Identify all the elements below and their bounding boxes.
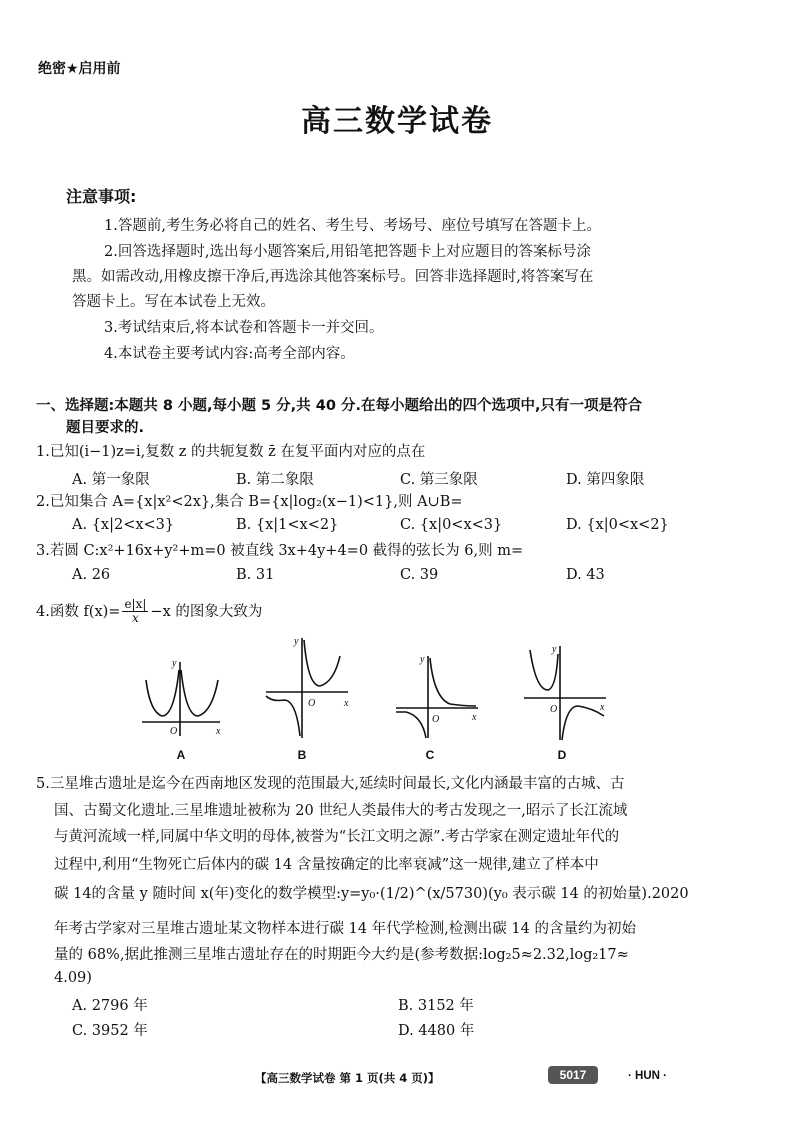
y-label: y: [552, 644, 557, 655]
notice-line-2: 2.回答选择题时,选出每小题答案后,用铅笔把答题卡上对应题目的答案标号涂: [104, 244, 592, 260]
notice-line-5: 3.考试结束后,将本试卷和答题卡一并交回。: [104, 320, 384, 336]
q1-stem: 1.已知(i−1)z=i,复数 z 的共轭复数 z̄ 在复平面内对应的点在: [36, 444, 426, 460]
x-label: x: [600, 702, 605, 713]
section-heading-line-1: 一、选择题:本题共 8 小题,每小题 5 分,共 40 分.在每小题给出的四个选项中,只有一项是符合: [36, 398, 642, 414]
curve-right: [304, 640, 340, 686]
q1-option-c: C. 第三象限: [400, 472, 478, 488]
y-label: y: [294, 636, 299, 647]
region-label: · HUN ·: [628, 1070, 667, 1082]
notice-line-1: 1.答题前,考生务必将自己的姓名、考生号、考场号、座位号填写在答题卡上。: [104, 218, 601, 234]
q2-option-d: D. {x|0<x<2}: [566, 517, 669, 533]
secret-label: 绝密★启用前: [38, 61, 121, 77]
q5-line-8: 4.09): [54, 970, 92, 986]
x-label: x: [344, 698, 349, 709]
q4-graph-label-b: B: [297, 748, 307, 762]
notice-line-4: 答题卡上。写在本试卷上无效。: [72, 294, 275, 310]
curve-left: [530, 650, 558, 690]
q5-line-6: 年考古学家对三星堆古遗址某文物样本进行碳 14 年代学检测,检测出碳 14 的含量约为初始: [54, 921, 636, 937]
x-label: x: [216, 726, 221, 737]
curve-right: [181, 670, 218, 716]
q4-numerator: e|x|: [124, 597, 147, 611]
q2-option-c: C. {x|0<x<3}: [400, 517, 503, 533]
q5-line-1: 5.三星堆古遗址是迄今在西南地区发现的范围最大,延续时间最长,文化内涵最丰富的古城、古: [36, 776, 625, 792]
q5-option-c: C. 3952 年: [72, 1023, 148, 1039]
q4-stem: [36, 598, 262, 625]
q1-option-d: D. 第四象限: [566, 472, 645, 488]
q5-line-4: 过程中,利用“生物死亡后体内的碳 14 含量按确定的比率衰减”这一规律,建立了样本中: [54, 857, 599, 873]
section-heading-line-2: 题目要求的.: [66, 420, 145, 436]
notice-line-3: 黑。如需改动,用橡皮擦干净后,再选涂其他答案标号。回答非选择题时,将答案写在: [72, 269, 594, 285]
q4-stem-suffix: −x 的图象大致为: [150, 603, 263, 620]
q3-option-d: D. 43: [566, 567, 605, 583]
q1-option-a: A. 第一象限: [72, 472, 150, 488]
page-title: 高三数学试卷: [301, 104, 493, 139]
q4-graph-label-a: A: [176, 748, 186, 762]
q4-graph-c: [392, 650, 482, 742]
notice-line-6: 4.本试卷主要考试内容:高考全部内容。: [104, 346, 355, 362]
q3-option-b: B. 31: [236, 567, 275, 583]
curve-right: [430, 658, 476, 706]
exam-code-badge: 5017: [548, 1066, 598, 1084]
q4-graph-label-d: D: [557, 748, 567, 762]
q2-stem: 2.已知集合 A={x|x²<2x},集合 B={x|log₂(x−1)<1},则 A∪B=: [36, 494, 463, 510]
q5-option-a: A. 2796 年: [72, 998, 148, 1014]
origin-label: O: [308, 698, 316, 709]
q5-line-5: 碳 14的含量 y 随时间 x(年)变化的数学模型:y=y₀·(1/2)^(x/5730)(y₀ 表示碳 14 的初始量).2020: [54, 886, 689, 902]
q4-graph-b: [262, 632, 354, 742]
q4-fraction: [122, 598, 148, 625]
curve-left: [396, 712, 426, 738]
origin-label: O: [432, 714, 440, 725]
curve-left: [146, 670, 179, 716]
origin-label: O: [170, 726, 178, 737]
origin-label: O: [550, 704, 558, 715]
q3-option-a: A. 26: [72, 567, 111, 583]
q4-graph-label-c: C: [425, 748, 435, 762]
y-label: y: [420, 654, 425, 665]
q5-option-d: D. 4480 年: [398, 1023, 475, 1039]
q4-graph-a: [136, 650, 226, 740]
curve-left: [266, 696, 300, 736]
q5-line-7: 量的 68%,据此推测三星堆古遗址存在的时期距今大约是(参考数据:log₂5≈2.32,log₂17≈: [54, 947, 629, 963]
y-label: y: [172, 658, 177, 669]
q3-option-c: C. 39: [400, 567, 439, 583]
q1-option-b: B. 第二象限: [236, 472, 314, 488]
curve-right: [562, 706, 604, 740]
page-footer: 【高三数学试卷 第 1 页(共 4 页)】: [255, 1071, 440, 1085]
q2-option-b: B. {x|1<x<2}: [236, 517, 339, 533]
q4-graph-d: [520, 640, 610, 744]
q5-line-2: 国、古蜀文化遗址.三星堆遗址被称为 20 世纪人类最伟大的考古发现之一,昭示了长江流域: [54, 803, 628, 819]
x-label: x: [472, 712, 477, 723]
q5-option-b: B. 3152 年: [398, 998, 474, 1014]
q4-denominator: x: [132, 611, 139, 625]
q3-stem: 3.若圆 C:x²+16x+y²+m=0 被直线 3x+4y+4=0 截得的弦长为 6,则 m=: [36, 543, 524, 559]
q2-option-a: A. {x|2<x<3}: [72, 517, 175, 533]
q4-stem-prefix: 4.函数 f(x)=: [36, 603, 121, 620]
notice-heading: 注意事项:: [66, 187, 137, 206]
q5-line-3: 与黄河流域一样,同属中华文明的母体,被誉为“长江文明之源”.考古学家在测定遗址年代的: [54, 829, 620, 845]
